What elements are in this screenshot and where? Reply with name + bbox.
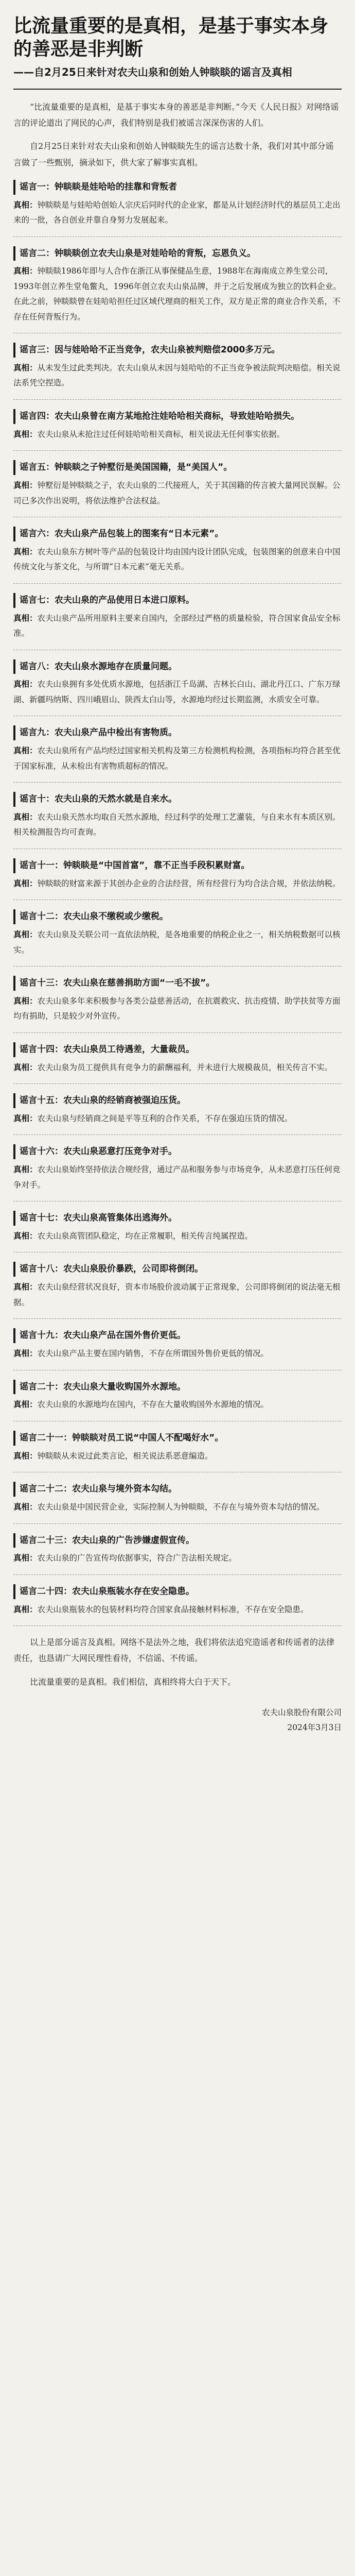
truth-label: 真相： (13, 996, 38, 1006)
truth-label: 真相： (13, 1231, 38, 1241)
truth-label: 真相： (13, 481, 38, 490)
section-divider (13, 1083, 342, 1084)
rumor-heading: 谣言十四：农夫山泉员工待遇差，大量裁员。 (13, 1042, 342, 1057)
truth-label: 真相： (13, 812, 38, 822)
truth-label: 真相： (13, 547, 38, 556)
rumor-section (13, 1093, 342, 1135)
section-divider (13, 782, 342, 783)
rumor-heading: 谣言十八：农夫山泉股价暴跌，公司即将倒闭。 (13, 1262, 342, 1277)
truth-paragraph (13, 264, 342, 325)
truth-text: 农夫山泉所有产品均经过国家相关机构及第三方检测机构检测，各项指标均符合甚至优于国家标准，从未检出有害物质超标的情况。 (13, 746, 341, 771)
truth-label: 真相： (13, 1113, 38, 1123)
truth-text: 农夫山泉及关联公司一直依法纳税，是各地重要的纳税企业之一，相关纳税数据可以核实。 (13, 930, 341, 955)
rumor-section (13, 1328, 342, 1370)
truth-paragraph (13, 1162, 342, 1193)
truth-text: 钟墅衍是钟睒睒之子，农夫山泉的二代接班人，关于其国籍的传言被大量网民误解。公司已多次作出说明，将依法维护合法权益。 (13, 481, 341, 505)
truth-text: 农夫山泉始终坚持依法合规经营，通过产品和服务参与市场竞争，从未恶意打压任何竞争对手。 (13, 1165, 341, 1190)
section-divider (13, 1134, 342, 1135)
rumor-heading: 谣言八：农夫山泉水源地存在质量问题。 (13, 659, 342, 674)
truth-text: 农夫山泉东方树叶等产品的包装设计均由国内设计团队完成，包装图案的创意来自中国传统文化与茶文化，与所谓“日本元素”毫无关系。 (13, 547, 341, 572)
section-divider (13, 1318, 342, 1319)
truth-paragraph (13, 1602, 342, 1617)
truth-label: 真相： (13, 1604, 38, 1614)
truth-paragraph (13, 1229, 342, 1244)
rumor-heading: 谣言十六：农夫山泉恶意打压竞争对手。 (13, 1144, 342, 1159)
rumor-section (13, 593, 342, 650)
truth-text: 农夫山泉产品所用原料主要来自国内，全部经过严格的质量检验，符合国家食品安全标准。 (13, 613, 341, 638)
rumor-section (13, 409, 342, 451)
rumor-heading: 谣言二十三：农夫山泉的广告涉嫌虚假宣传。 (13, 1533, 342, 1548)
truth-label: 真相： (13, 930, 38, 940)
rumor-heading: 谣言十三：农夫山泉在慈善捐助方面“一毛不拔”。 (13, 976, 342, 991)
rumor-section (13, 246, 342, 334)
signature-date: 2024年3月3日 (287, 1723, 342, 1733)
rumor-heading: 谣言七：农夫山泉的产品使用日本进口原料。 (13, 593, 342, 608)
section-divider (13, 236, 342, 237)
section-divider (13, 1032, 342, 1033)
signature-org: 农夫山泉股份有限公司 (261, 1707, 342, 1717)
truth-label: 真相： (13, 746, 38, 756)
truth-text: 钟睒睒的财富来源于其创办企业的合法经营，所有经营行为均合法合规，并依法纳税。 (37, 878, 341, 888)
rumor-section (13, 1380, 342, 1421)
truth-label: 真相： (13, 429, 38, 439)
truth-paragraph (13, 1397, 342, 1412)
section-divider (13, 450, 342, 451)
truth-text: 农夫山泉瓶装水的包装材料均符合国家食品接触材料标准，不存在安全隐患。 (37, 1604, 309, 1614)
truth-text: 钟睒睒从未说过此类言论，相关说法系恶意编造。 (37, 1451, 213, 1461)
truth-paragraph (13, 927, 342, 958)
truth-text: 农夫山泉的广告宣传均依据事实，符合广告法相关规定。 (37, 1553, 237, 1563)
rumor-section (13, 1431, 342, 1472)
truth-paragraph (13, 1280, 342, 1310)
truth-label: 真相： (13, 680, 38, 689)
rumor-heading: 谣言十二：农夫山泉不缴税或少缴税。 (13, 909, 342, 924)
truth-paragraph (13, 478, 342, 509)
section-divider (13, 1523, 342, 1524)
intro-paragraph: 自2月25日来针对农夫山泉和创始人钟睒睒先生的谣言达数十条，我们对其中部分谣言做了一些甄别，摘录如下，供大家了解事实真相。 (13, 141, 334, 167)
truth-paragraph (13, 810, 342, 840)
rumor-section (13, 1211, 342, 1252)
truth-label: 真相： (13, 613, 38, 623)
rumor-sections (13, 180, 342, 1617)
truth-text: 从未发生过此类判决。农夫山泉从未因与娃哈哈的不正当竞争被法院判决赔偿。相关说法系凭空捏造。 (13, 363, 341, 388)
truth-label: 真相： (13, 200, 38, 210)
rumor-heading: 谣言五：钟睒睒之子钟墅衍是美国国籍，是“美国人”。 (13, 460, 342, 475)
rumor-section (13, 1482, 342, 1523)
rumor-section (13, 1144, 342, 1201)
rumor-heading: 谣言十一：钟睒睒是“中国首富”，靠不正当手段积累财富。 (13, 858, 342, 873)
closing-paragraph: 以上是部分谣言及真相。网络不是法外之地，我们将依法追究造谣者和传谣者的法律责任，也恳请广大网民理性看待，不信谣、不传谣。 (13, 1637, 335, 1664)
section-divider (13, 1625, 342, 1626)
rumor-heading: 谣言二：钟睒睒创立农夫山泉是对娃哈哈的背叛，忘恩负义。 (13, 246, 342, 261)
closing-paragraph: 比流量重要的是真相。我们相信，真相终将大白于天下。 (30, 1676, 236, 1687)
truth-paragraph (13, 876, 342, 891)
rumor-heading: 谣言一：钟睒睒是娃哈哈的挂靠和背叛者 (13, 180, 342, 195)
rumor-heading: 谣言二十：农夫山泉大量收购国外水源地。 (13, 1380, 342, 1395)
rumor-heading: 谣言四：农夫山泉曾在南方某地抢注娃哈哈相关商标，导致娃哈哈损失。 (13, 409, 342, 424)
truth-label: 真相： (13, 1349, 38, 1359)
truth-text: 农夫山泉天然水均取自天然水源地，经过科学的处理工艺灌装，与自来水有本质区别。相关检测报告均可查询。 (13, 812, 341, 837)
rumor-section (13, 460, 342, 517)
truth-paragraph (13, 1111, 342, 1126)
rumor-section (13, 659, 342, 717)
rumor-section (13, 1042, 342, 1084)
intro-block (13, 99, 342, 171)
truth-label: 真相： (13, 1451, 38, 1461)
rumor-section (13, 725, 342, 783)
rumor-heading: 谣言二十一：钟睒睒对员工说“中国人不配喝好水”。 (13, 1431, 342, 1446)
rumor-heading: 谣言十九：农夫山泉产品在国外售价更低。 (13, 1328, 342, 1343)
rumor-heading: 谣言十五：农夫山泉的经销商被强迫压货。 (13, 1093, 342, 1108)
truth-text: 钟睒睒是与娃哈哈创始人宗庆后同时代的企业家，都是从计划经济时代的基层员工走出来的一批，各自创业并靠自身努力发展起来。 (13, 200, 341, 225)
rumor-section (13, 1533, 342, 1575)
truth-label: 真相： (13, 1282, 38, 1292)
truth-text: 农夫山泉从未抢注过任何娃哈哈相关商标，相关说法无任何事实依据。 (37, 429, 285, 439)
rumor-heading: 谣言二十四：农夫山泉瓶装水存在安全隐患。 (13, 1584, 342, 1599)
section-divider (13, 583, 342, 584)
truth-label: 真相： (13, 266, 38, 276)
rumor-section (13, 180, 342, 237)
truth-text: 农夫山泉的水源地均在国内，不存在大量收购国外水源地的情况。 (37, 1400, 269, 1410)
signature-block (13, 1705, 342, 1736)
truth-label: 真相： (13, 878, 38, 888)
truth-label: 真相： (13, 1062, 38, 1072)
truth-paragraph (13, 743, 342, 774)
truth-paragraph (13, 1551, 342, 1566)
truth-text: 农夫山泉经营状况良好，资本市场股价波动属于正常现象，公司即将倒闭的说法毫无根据。 (13, 1282, 341, 1307)
truth-text: 农夫山泉多年来积极参与各类公益慈善活动，在抗震救灾、抗击疫情、助学扶贫等方面均有捐助，只是较少对外宣传。 (13, 996, 341, 1021)
section-divider (13, 399, 342, 400)
rumor-section (13, 858, 342, 900)
closing-block (13, 1634, 342, 1690)
rumor-section (13, 1262, 342, 1319)
truth-text: 农夫山泉拥有多处优质水源地，包括浙江千岛湖、吉林长白山、湖北丹江口、广东万绿湖、新疆玛纳斯、四川峨眉山、陕西太白山等，水源地均经过长期监测，水质安全可靠。 (13, 680, 341, 704)
truth-paragraph (13, 361, 342, 391)
rumor-section (13, 1584, 342, 1617)
truth-label: 真相： (13, 1502, 38, 1512)
truth-label: 真相： (13, 1553, 38, 1563)
intro-paragraph: “比流量重要的是真相，是基于事实本身的善恶是非判断。”今天《人民日报》对网络谣言的评论道出了网民的心声，我们特别是我们被谣言深深伤害的人们。 (13, 102, 339, 128)
section-divider (13, 966, 342, 967)
truth-paragraph (13, 427, 342, 442)
article-title: 比流量重要的是真相，是基于事实本身的善恶是非判断 (13, 15, 329, 60)
rumor-heading: 谣言六：农夫山泉产品包装上的图案有“日本元素”。 (13, 527, 342, 541)
title-rule (13, 89, 342, 90)
truth-label: 真相： (13, 1400, 38, 1410)
truth-text: 钟睒睒1986年即与人合作在浙江从事保健品生意，1988年在海南成立养生堂公司，1993年创立养生堂龟鳖丸，1996年创立农夫山泉品牌，并于之后发展成为独立的饮料企业。在此之前，钟睒睒曾在娃哈哈担任过区域代理商的相关工作，双方是正常的商业合作关系，不存在任何背叛行为。 (13, 266, 341, 321)
truth-text: 农夫山泉是中国民营企业，实际控制人为钟睒睒，不存在与境外资本勾结的情况。 (37, 1502, 325, 1512)
truth-paragraph (13, 545, 342, 575)
truth-label: 真相： (13, 1165, 38, 1175)
truth-paragraph (13, 677, 342, 707)
truth-text: 农夫山泉产品主要在国内销售，不存在所谓国外售价更低的情况。 (37, 1349, 269, 1359)
truth-paragraph (13, 1060, 342, 1075)
rumor-section (13, 976, 342, 1033)
rumor-heading: 谣言三：因与娃哈哈不正当竞争，农夫山泉被判赔偿2000多万元。 (13, 343, 342, 358)
rumor-section (13, 343, 342, 400)
section-divider (13, 1574, 342, 1575)
rumor-section (13, 527, 342, 584)
rumor-heading: 谣言二十二：农夫山泉与境外资本勾结。 (13, 1482, 342, 1497)
truth-paragraph (13, 611, 342, 641)
truth-paragraph (13, 994, 342, 1024)
rumor-heading: 谣言九：农夫山泉产品中检出有害物质。 (13, 725, 342, 740)
article-subtitle: ——自2月25日来针对农夫山泉和创始人钟睒睒的谣言及真相 (13, 66, 292, 78)
truth-paragraph (13, 1449, 342, 1464)
truth-label: 真相： (13, 363, 38, 373)
truth-paragraph (13, 1500, 342, 1515)
truth-text: 农夫山泉与经销商之间是平等互利的合作关系，不存在强迫压货的情况。 (37, 1113, 293, 1123)
truth-text: 农夫山泉为员工提供具有竞争力的薪酬福利，并未进行大规模裁员，相关传言不实。 (37, 1062, 333, 1072)
rumor-heading: 谣言十七：农夫山泉高管集体出逃海外。 (13, 1211, 342, 1226)
rumor-section (13, 909, 342, 967)
rumor-section (13, 792, 342, 849)
truth-paragraph (13, 198, 342, 228)
rumor-heading: 谣言十：农夫山泉的天然水就是自来水。 (13, 792, 342, 807)
truth-text: 农夫山泉高管团队稳定，均在正常履职，相关传言纯属捏造。 (37, 1231, 253, 1241)
truth-paragraph (13, 1346, 342, 1361)
